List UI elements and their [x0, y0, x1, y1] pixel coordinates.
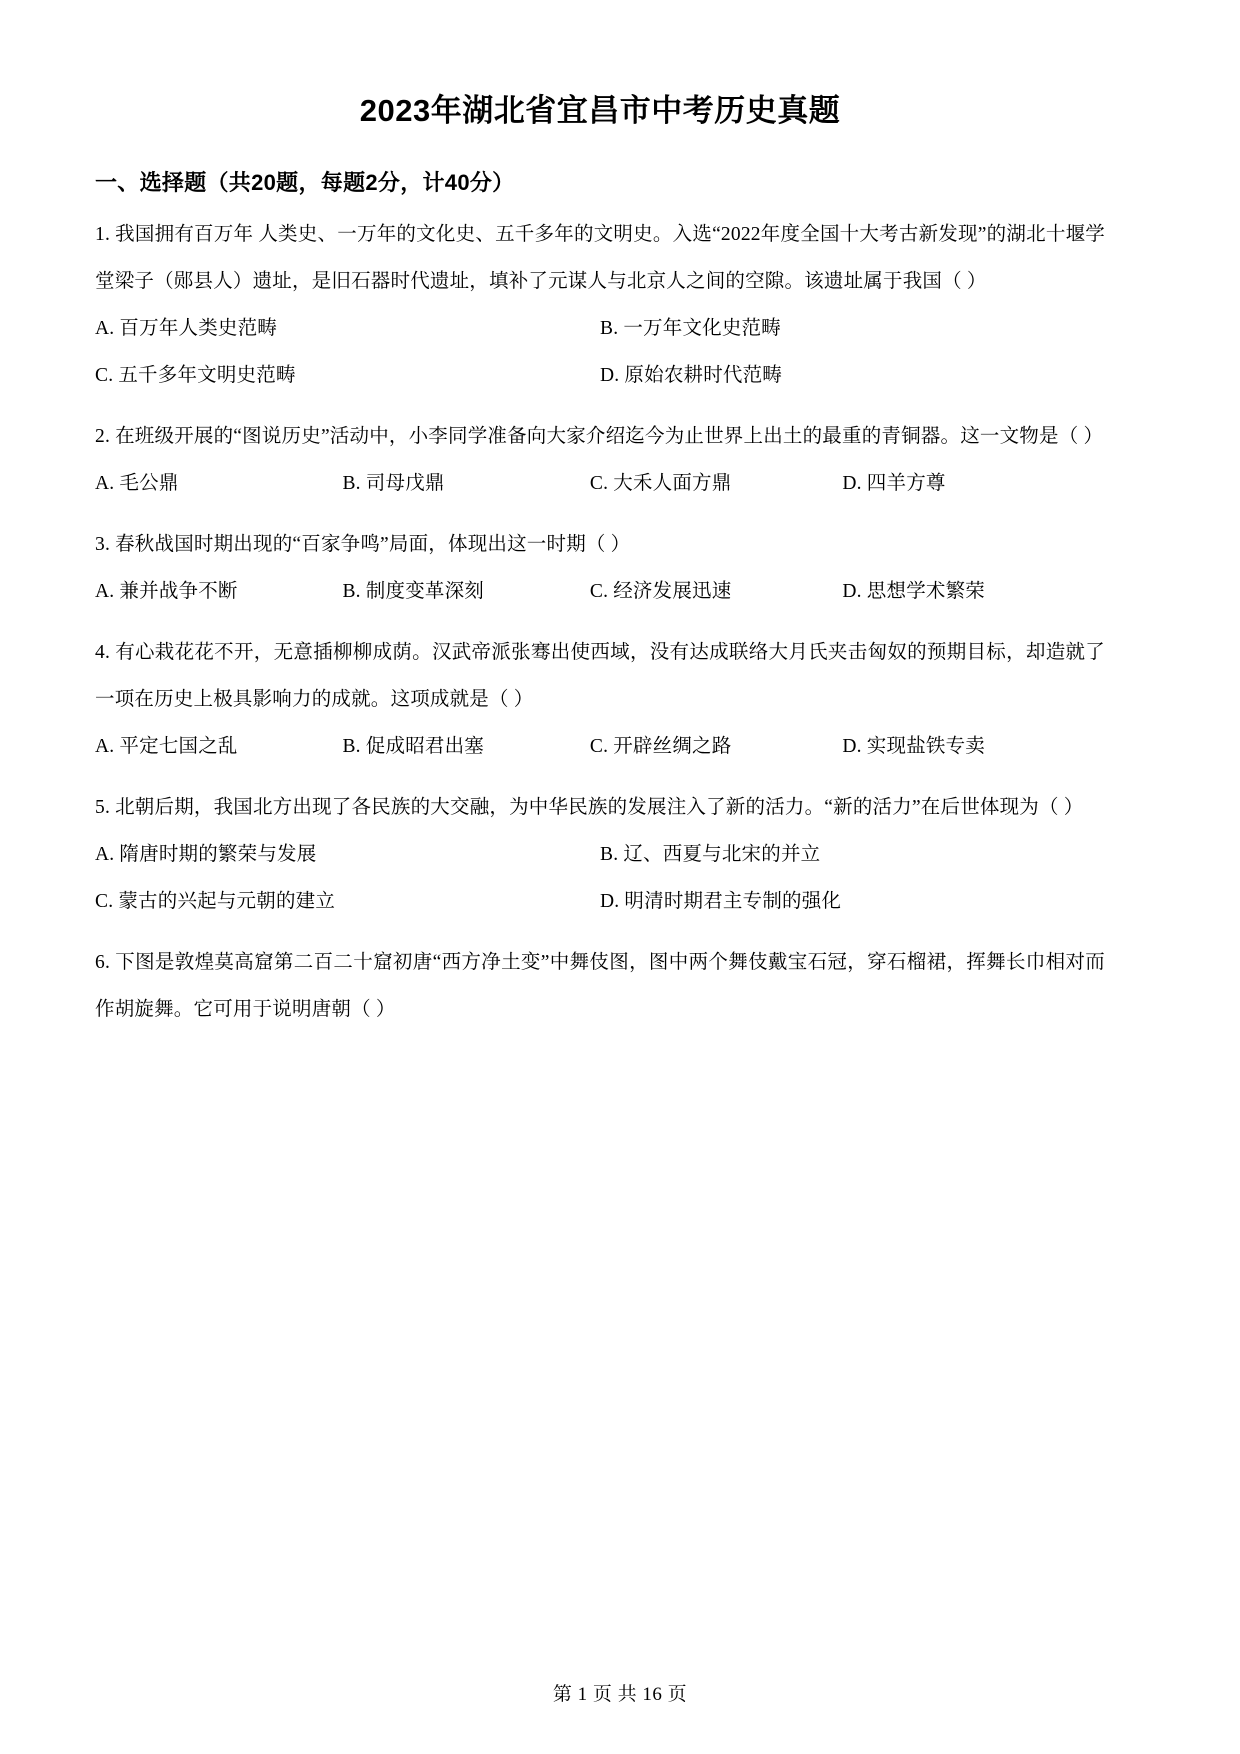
option-d[interactable]: D. 明清时期君主专制的强化	[600, 891, 842, 913]
option-d[interactable]: D. 实现盐铁专卖	[842, 736, 986, 758]
option-c[interactable]: C. 经济发展迅速	[589, 581, 732, 603]
question-2	[95, 413, 1105, 507]
option-a[interactable]: A. 百万年人类史范畴	[95, 318, 278, 340]
option-b[interactable]: B. 辽、西夏与北宋的并立	[600, 844, 821, 866]
figure-placeholder	[95, 1033, 1105, 1363]
question-6	[95, 939, 1105, 1363]
option-b[interactable]: B. 制度变革深刻	[342, 581, 484, 603]
question-options	[95, 305, 1105, 352]
question-3	[95, 521, 1105, 615]
option-b[interactable]: B. 司母戊鼎	[342, 473, 445, 495]
question-stem: 2. 在班级开展的“图说历史”活动中，小李同学准备向大家介绍迄今为止世界上出土的最重的青铜器。这一文物是（ ）	[95, 426, 1104, 448]
question-4	[95, 629, 1105, 770]
question-options	[95, 723, 1105, 770]
page-footer: 第 1 页 共 16 页	[552, 1684, 688, 1705]
question-options	[95, 878, 1105, 925]
question-stem: 4. 有心栽花花不开，无意插柳柳成荫。汉武帝派张骞出使西域，没有达成联络大月氏夹击匈奴的预期目标，却造就了一项在历史上极具影响力的成就。这项成就是（ ）	[95, 642, 1105, 711]
question-stem: 6. 下图是敦煌莫高窟第二百二十窟初唐“西方净土变”中舞伎图，图中两个舞伎戴宝石冠，穿石榴裙，挥舞长巾相对而作胡旋舞。它可用于说明唐朝（ ）	[95, 952, 1105, 1021]
option-a[interactable]: A. 毛公鼎	[95, 473, 179, 495]
option-d[interactable]: D. 原始农耕时代范畴	[600, 365, 783, 387]
section-heading: 一、选择题（共20题，每题2分，计40分）	[95, 169, 515, 195]
question-1	[95, 211, 1105, 399]
question-options	[95, 460, 1105, 507]
option-a[interactable]: A. 平定七国之乱	[95, 736, 238, 758]
option-b[interactable]: B. 一万年文化史范畴	[600, 318, 781, 340]
option-d[interactable]: D. 四羊方尊	[842, 473, 946, 495]
question-stem: 5. 北朝后期，我国北方出现了各民族的大交融，为中华民族的发展注入了新的活力。“新的活力”在后世体现为（ ）	[95, 797, 1084, 819]
question-stem: 3. 春秋战国时期出现的“百家争鸣”局面，体现出这一时期（ ）	[95, 534, 631, 556]
question-stem: 1. 我国拥有百万年 人类史、一万年的文化史、五千多年的文明史。入选“2022年度全国十大考古新发现”的湖北十堰学堂梁子（郧县人）遗址，是旧石器时代遗址，填补了元谋人与北京人之间的空隙。该遗址属于我国（ ）	[95, 224, 1105, 293]
option-d[interactable]: D. 思想学术繁荣	[842, 581, 986, 603]
option-b[interactable]: B. 促成昭君出塞	[342, 736, 484, 758]
question-options	[95, 352, 1105, 399]
question-5	[95, 784, 1105, 925]
option-a[interactable]: A. 隋唐时期的繁荣与发展	[95, 844, 317, 866]
question-options	[95, 568, 1105, 615]
page-title: 2023年湖北省宜昌市中考历史真题	[359, 93, 841, 128]
option-c[interactable]: C. 蒙古的兴起与元朝的建立	[95, 891, 336, 913]
option-c[interactable]: C. 开辟丝绸之路	[589, 736, 732, 758]
page-content	[95, 0, 1105, 1363]
option-a[interactable]: A. 兼并战争不断	[95, 581, 238, 603]
question-options	[95, 831, 1105, 878]
option-c[interactable]: C. 大禾人面方鼎	[589, 473, 732, 495]
option-c[interactable]: C. 五千多年文明史范畴	[95, 365, 296, 387]
